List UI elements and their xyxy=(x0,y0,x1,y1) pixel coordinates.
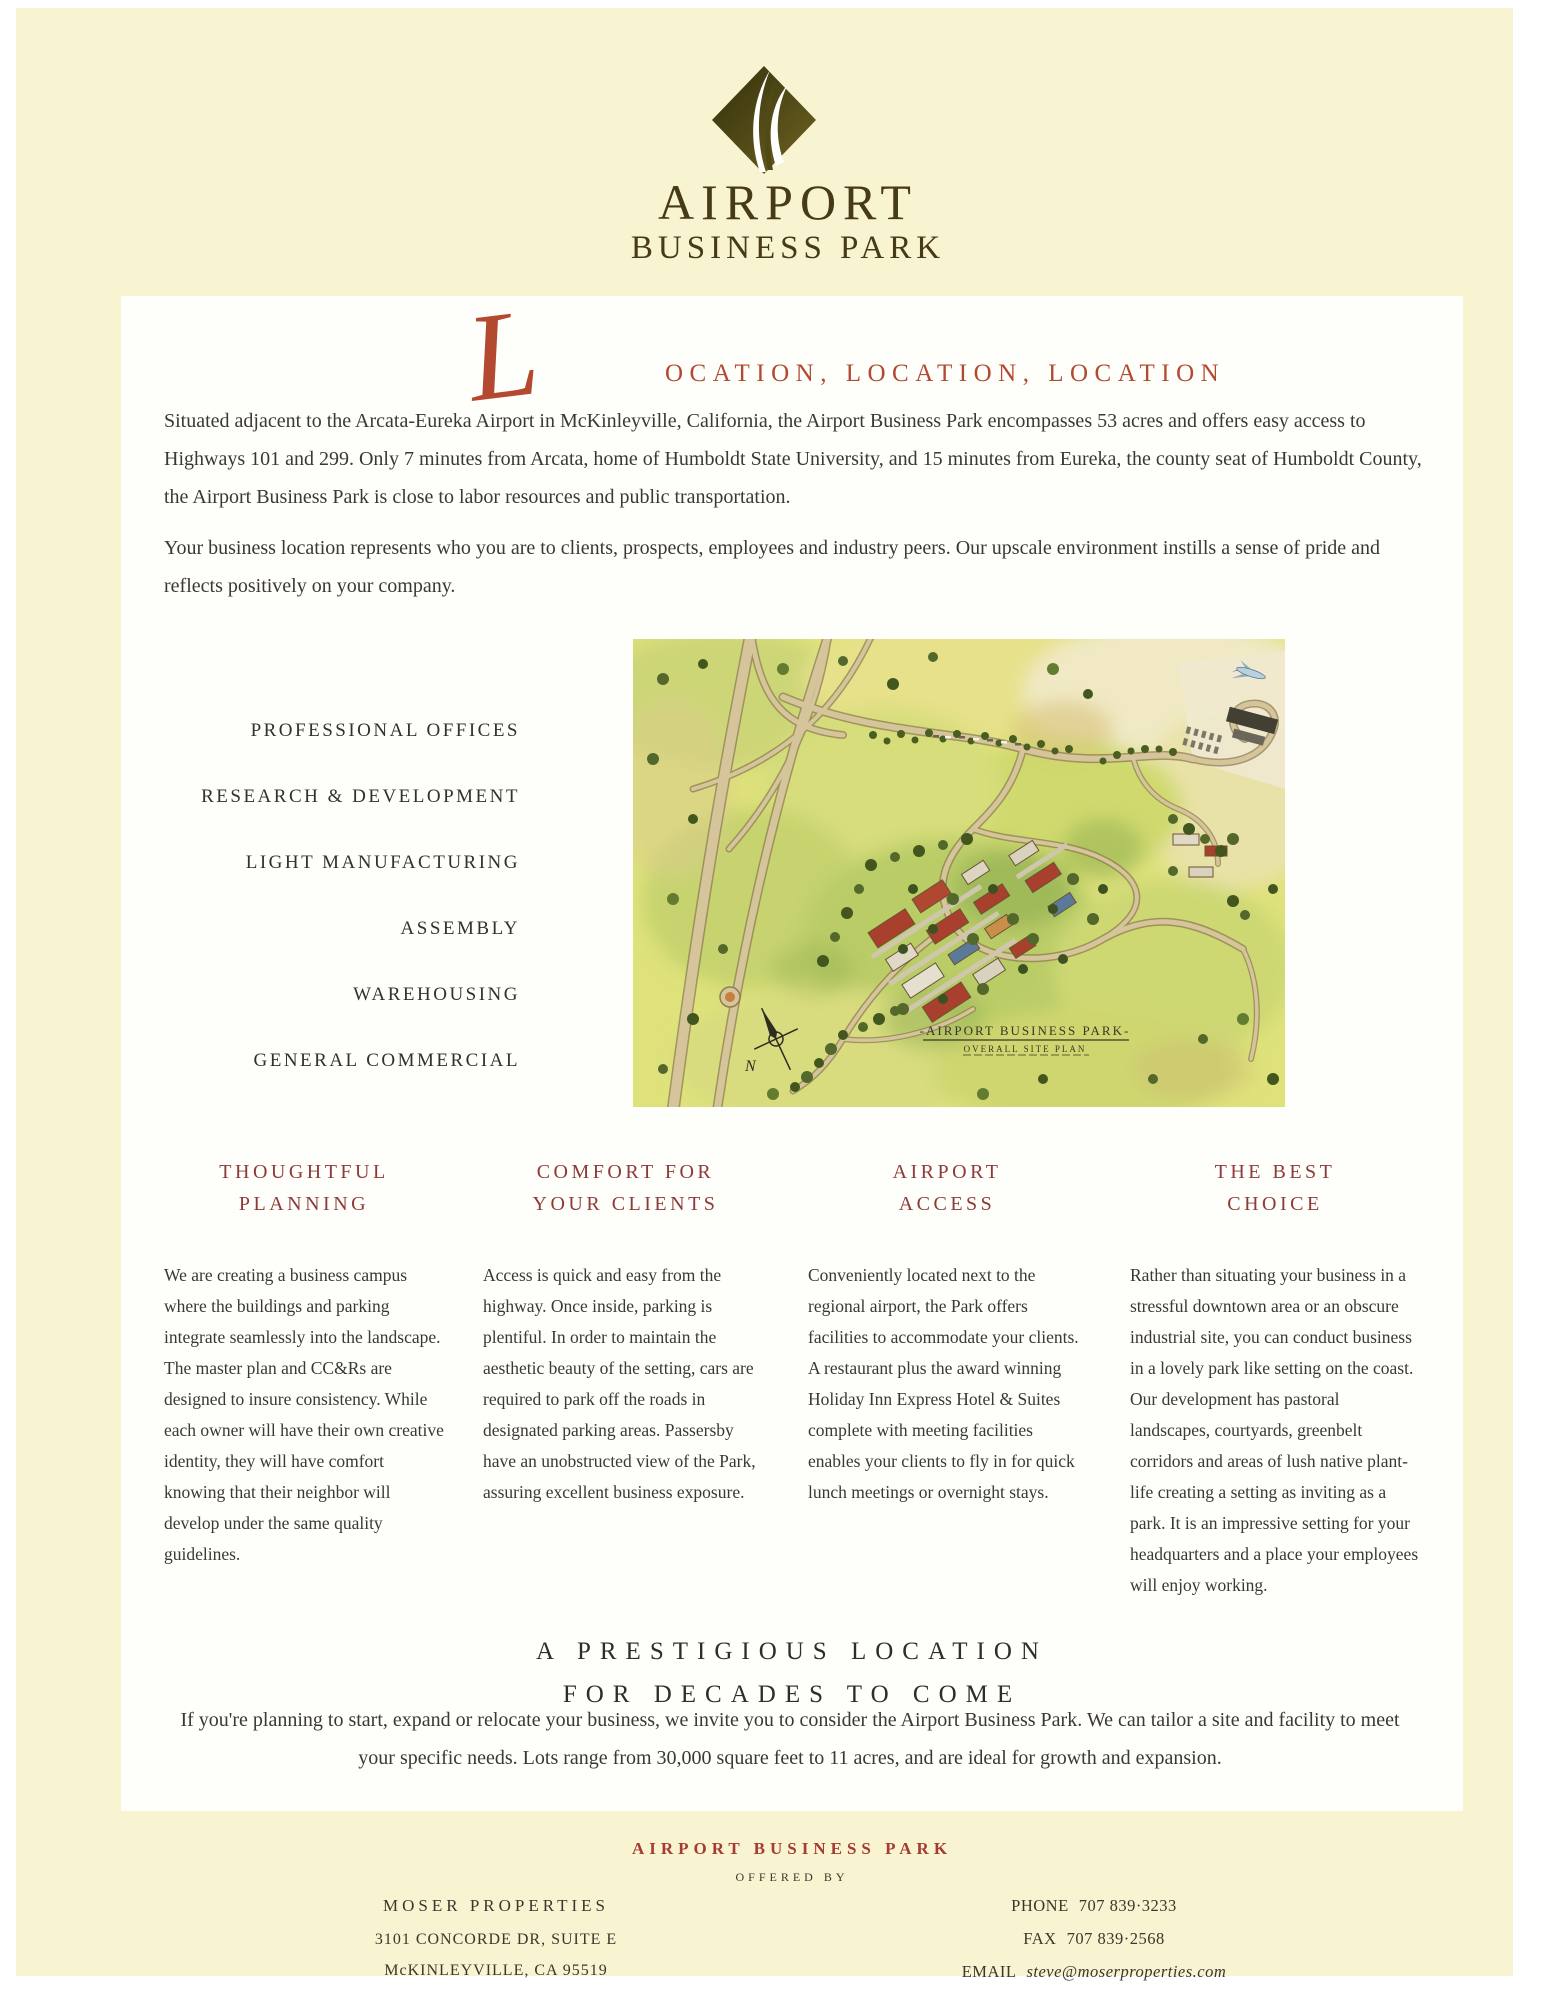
use-item: ASSEMBLY xyxy=(400,918,520,939)
use-item: LIGHT MANUFACTURING xyxy=(245,852,520,873)
closing-paragraph: If you're planning to start, expand or relocate your business, we invite you to consider the Airport Business Park. We can tailor a site and facility to meet your specific needs. Lots range from 30,000 square feet to 11 acres, and are ideal for growth and expansion. xyxy=(180,1709,1400,1769)
feature-column-1 xyxy=(164,1156,444,1570)
footer-address-line2: McKINLEYVILLE, CA 95519 xyxy=(384,1962,608,1979)
feature-heading: THOUGHTFUL PLANNING xyxy=(219,1161,389,1215)
feature-heading: THE BEST CHOICE xyxy=(1214,1161,1336,1215)
uses-list xyxy=(164,720,520,1116)
feature-body: We are creating a business campus where the buildings and parking integrate seamlessly into the landscape. The master plan and CC&Rs are designed to insure consistency. While each owner will have their own creative identity, they will have comfort knowing that their neighbor will develop under the same quality guidelines. xyxy=(164,1265,444,1564)
use-item: GENERAL COMMERCIAL xyxy=(253,1050,520,1071)
use-item: WAREHOUSING xyxy=(353,984,520,1005)
feature-body: Access is quick and easy from the highway. Once inside, parking is plentiful. In order to maintain the aesthetic beauty of the setting, cars are required to park off the roads in designated parking areas. Passersby have an unobstructed view of the Park, assuring excellent business exposure. xyxy=(483,1265,756,1502)
footer-offered-by: OFFERED BY xyxy=(735,1870,849,1884)
footer-address-line1: 3101 CONCORDE DR, SUITE E xyxy=(374,1931,618,1948)
svg-text:OVERALL SITE PLAN: OVERALL SITE PLAN xyxy=(963,1044,1087,1054)
use-item: PROFESSIONAL OFFICES xyxy=(250,720,520,741)
compass-label: N xyxy=(745,1058,756,1075)
footer-company: MOSER PROPERTIES xyxy=(383,1896,609,1915)
roundabout xyxy=(720,987,740,1007)
footer-email: EMAIL steve@moserproperties.com xyxy=(961,1962,1227,1981)
footer-contact-block xyxy=(894,1896,1294,1995)
feature-column-4 xyxy=(1130,1156,1420,1601)
footer-company-block xyxy=(296,1896,696,1993)
svg-text:-AIRPORT BUSINESS PARK-: -AIRPORT BUSINESS PARK- xyxy=(919,1023,1131,1038)
intro-paragraph-2: Your business location represents who you are to clients, prospects, employees and industry peers. Our upscale environment instills a sense of pride and reflects positively on your company. xyxy=(164,537,1381,597)
feature-column-3 xyxy=(808,1156,1086,1508)
headline: OCATION, LOCATION, LOCATION xyxy=(665,360,1226,387)
closing-heading: A PRESTIGIOUS LOCATION FOR DECADES TO COME xyxy=(536,1638,1048,1708)
footer-park-name: AIRPORT BUSINESS PARK xyxy=(631,1839,953,1858)
footer-phone: PHONE 707 839·3233 xyxy=(1011,1896,1177,1915)
feature-body: Rather than situating your business in a stressful downtown area or an obscure industrial site, you can conduct business in a lovely park like setting on the coast. Our development has pastoral landscapes, courtyards, greenbelt corridors and areas of lush native plant-life creating a setting as inviting as a park. It is an impressive setting for your headquarters and a place your employees will enjoy working. xyxy=(1130,1265,1419,1595)
feature-column-2 xyxy=(483,1156,768,1508)
logo-subtitle: BUSINESS PARK xyxy=(630,230,946,266)
brochure-page xyxy=(16,8,1513,1981)
feature-heading: COMFORT FOR YOUR CLIENTS xyxy=(532,1161,719,1215)
feature-heading: AIRPORT ACCESS xyxy=(892,1161,1002,1215)
use-item: RESEARCH & DEVELOPMENT xyxy=(201,786,520,807)
site-plan-map xyxy=(633,639,1285,1107)
intro-paragraph-1: Situated adjacent to the Arcata-Eureka Airport in McKinleyville, California, the Airport Business Park encompasses 53 acres and offers easy access to Highways 101 and 299. Only 7 minutes from Arcata, home of Humboldt State University, and 15 minutes from Eureka, the county seat of Humboldt County, the Airport Business Park is close to labor resources and public transportation. xyxy=(164,410,1422,508)
footer-fax: FAX 707 839·2568 xyxy=(1023,1929,1165,1948)
logo-diamond-icon xyxy=(704,62,824,178)
headline-dropcap: L xyxy=(459,283,546,429)
logo-title: AIRPORT xyxy=(658,174,918,230)
feature-body: Conveniently located next to the regional airport, the Park offers facilities to accommodate your clients. A restaurant plus the award winning Holiday Inn Express Hotel & Suites complete with meeting facilities enables your clients to fly in for quick lunch meetings or overnight stays. xyxy=(808,1265,1079,1502)
